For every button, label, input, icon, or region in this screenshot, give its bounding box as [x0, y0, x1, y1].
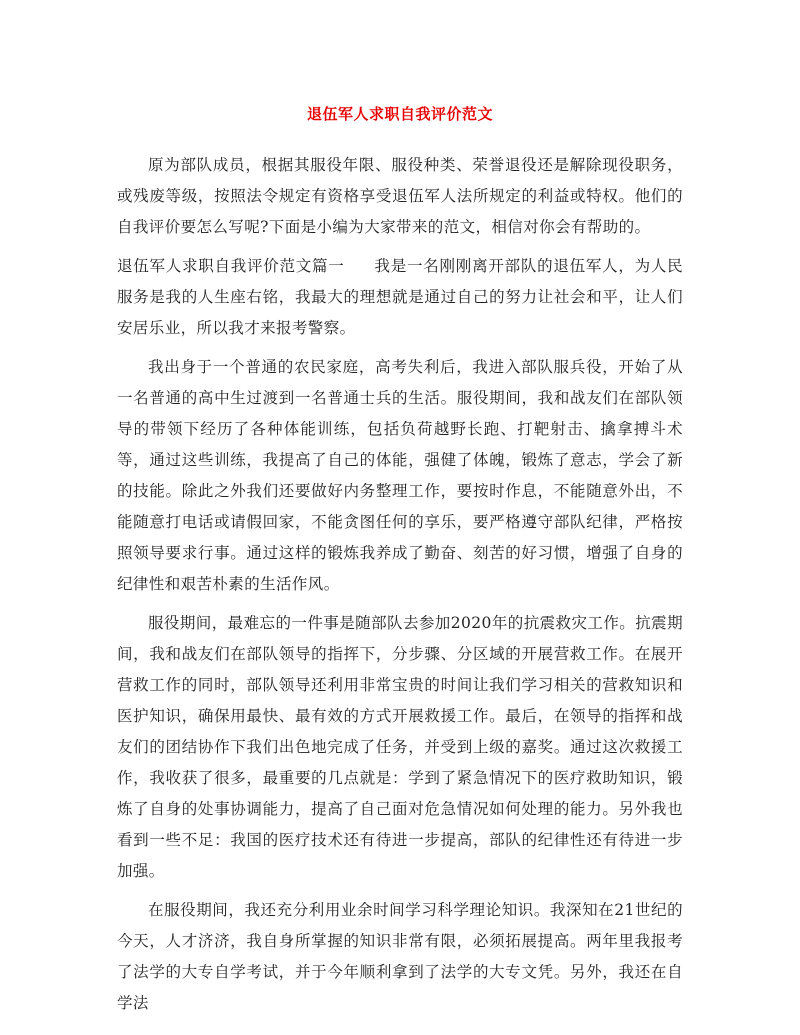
intro-paragraph: 原为部队成员，根据其服役年限、服役种类、荣誉退役还是解除现役职务，或残废等级，按照法令规定有资格享受退伍军人法所规定的利益或特权。他们的自我评价要怎么写呢?下面是小编为大家带来的范文，相信对你会有帮助的。: [117, 156, 683, 236]
document-title: 退伍军人求职自我评价范文: [306, 105, 493, 123]
section-paragraph: [117, 251, 683, 344]
body-paragraph-upbringing: 我出身于一个普通的农民家庭，高考失利后，我进入部队服兵役，开始了从一名普通的高中生过渡到一名普通士兵的生活。服役期间，我和战友们在部队领导的带领下经历了各种体能训练，包括负荷越野长跑、打靶射击、擒拿搏斗术等，通过这些训练，我提高了自己的体能，强健了体魄，锻炼了意志，学会了新的技能。除此之外我们还要做好内务整理工作，要按时作息，不能随意外出，不能随意打电话或请假回家，不能贪图任何的享乐，要严格遵守部队纪律，严格按照领导要求行事。通过这样的锻炼我养成了勤奋、刻苦的好习惯，增强了自身的纪律性和艰苦朴素的生活作风。: [117, 358, 683, 593]
document-body: [117, 150, 683, 1027]
body-paragraph-disaster-relief: 服役期间，最难忘的一件事是随部队去参加2020年的抗震救灾工作。抗震期间，我和战友们在部队领导的指挥下，分步骤、分区域的开展营救工作。在展开营救工作的同时，部队领导还利用非常宝贵的时间让我们学习相关的营救知识和医护知识，确保用最快、最有效的方式开展救援工作。最后，在领导的指挥和战友们的团结协作下我们出色地完成了任务，并受到上级的嘉奖。通过这次救援工作，我收获了很多，最重要的几点就是：学到了紧急情况下的医疗救助知识，锻炼了自身的处事协调能力，提高了自己面对危急情况如何处理的能力。另外我也看到一些不足：我国的医疗技术还有待进一步提高，部队的纪律性还有待进一步加强。: [117, 614, 683, 880]
body-paragraph-self-study: 在服役期间，我还充分利用业余时间学习科学理论知识。我深知在21世纪的今天，人才济济，我自身所掌握的知识非常有限，必须拓展提高。两年里我报考了法学的大专自学考试，并于今年顺利拿到了法学的大专文凭。另外，我还在自学法: [117, 901, 683, 1012]
section-first-text: 我是一名刚刚离开部队的退伍军人，为人民服务是我的人生座右铭，我最大的理想就是通过自己的努力让社会和平，让人们安居乐业，所以我才来报考警察。: [117, 257, 683, 337]
section-heading: 退伍军人求职自我评价范文篇一: [117, 257, 345, 275]
